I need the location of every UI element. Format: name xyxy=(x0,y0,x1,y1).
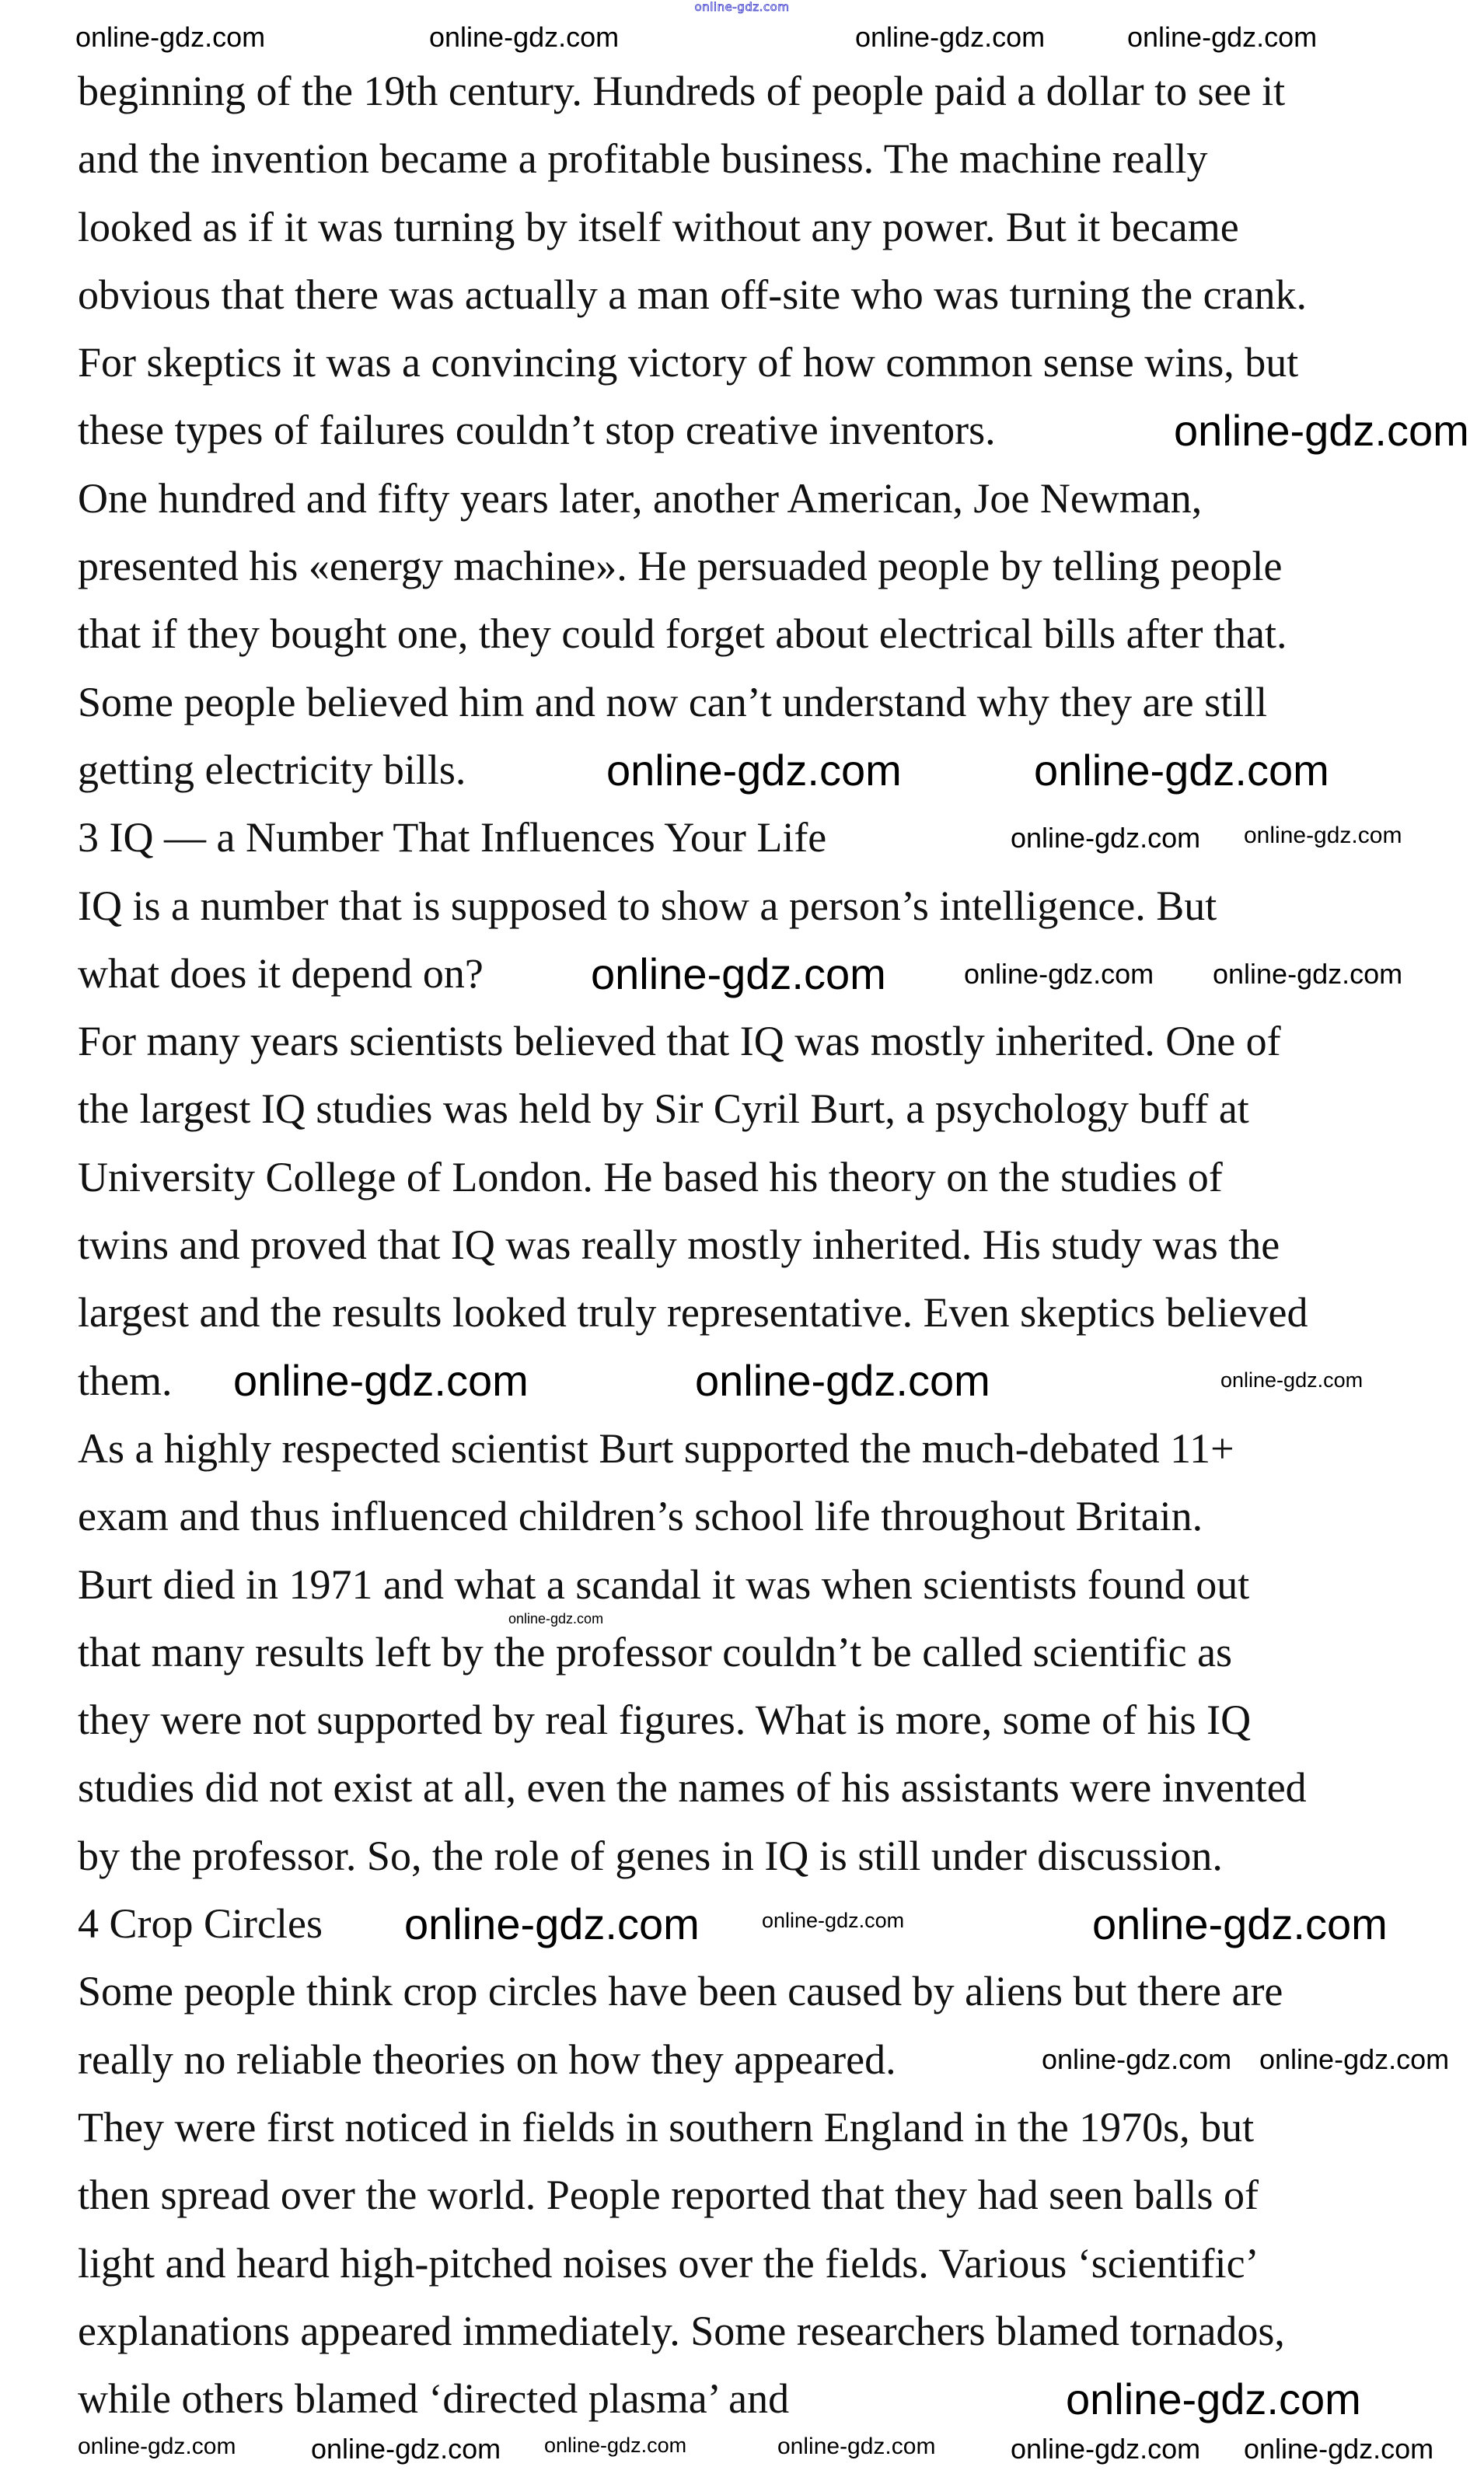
text-line: twins and proved that IQ was really mostly inherited. His study was the xyxy=(78,1221,1280,1269)
watermark: online-gdz.com xyxy=(591,949,886,998)
text-line: the largest IQ studies was held by Sir Cyril Burt, a psychology buff at xyxy=(78,1085,1249,1133)
watermark: online-gdz.com xyxy=(1042,2043,1232,2075)
watermark: online-gdz.com xyxy=(1092,1899,1388,1948)
text-line: Some people believed him and now can’t understand why they are still xyxy=(78,678,1268,725)
text-line: IQ is a number that is supposed to show a person’s intelligence. But xyxy=(78,882,1217,929)
text-line: light and heard high-pitched noises over the fields. Various ‘scientific’ xyxy=(78,2239,1259,2287)
text-line: 4 Crop Circles xyxy=(78,1900,323,1948)
watermark: online-gdz.com xyxy=(1213,958,1403,990)
watermark: online-gdz.com xyxy=(777,2434,936,2459)
text-line: Burt died in 1971 and what a scandal it was when scientists found out xyxy=(78,1560,1250,1608)
text-line: They were first noticed in fields in southern England in the 1970s, but xyxy=(78,2103,1255,2151)
text-line: looked as if it was turning by itself without any power. But it became xyxy=(78,203,1239,250)
watermark: online-gdz.com xyxy=(404,1899,700,1948)
text-line: then spread over the world. People reported that they had seen balls of xyxy=(78,2172,1259,2219)
text-line: that if they bought one, they could forget about electrical bills after that. xyxy=(78,610,1287,658)
watermark: online-gdz.com xyxy=(1244,823,1402,848)
watermark: online-gdz.com xyxy=(855,21,1046,53)
text-line: they were not supported by real figures. What is more, some of his IQ xyxy=(78,1697,1252,1744)
watermark: online-gdz.com xyxy=(606,746,902,795)
watermark: online-gdz.com xyxy=(311,2433,501,2465)
text-line: 3 IQ — a Number That Influences Your Life xyxy=(78,814,827,861)
text-line: presented his «energy machine». He persuaded people by telling people xyxy=(78,543,1283,590)
document-text xyxy=(78,58,1308,2433)
text-line: by the professor. So, the role of genes in IQ is still under discussion. xyxy=(78,1832,1223,1879)
watermark: online-gdz.com xyxy=(1220,1368,1364,1392)
text-line: University College of London. He based his theory on the studies of xyxy=(78,1153,1223,1200)
text-line: what does it depend on? xyxy=(78,949,484,997)
text-line: For many years scientists believed that IQ was mostly inherited. One of xyxy=(78,1018,1281,1065)
watermark: online-gdz.com xyxy=(1127,21,1318,53)
text-line: really no reliable theories on how they appeared. xyxy=(78,2035,896,2083)
text-line: these types of failures couldn’t stop creative inventors. xyxy=(78,407,996,454)
text-line: For skeptics it was a convincing victory of how common sense wins, but xyxy=(78,339,1299,386)
watermark: online-gdz.com xyxy=(429,21,620,53)
watermark: online-gdz.com xyxy=(78,2434,236,2459)
header-watermark: online-gdz.com xyxy=(694,0,790,14)
watermark: online-gdz.com xyxy=(1034,746,1329,795)
text-line: exam and thus influenced children’s school life throughout Britain. xyxy=(78,1493,1203,1540)
watermark: online-gdz.com xyxy=(1011,822,1201,854)
text-line: them. xyxy=(78,1357,173,1404)
watermark: online-gdz.com xyxy=(964,958,1154,990)
text-line: One hundred and fifty years later, another American, Joe Newman, xyxy=(78,474,1203,522)
watermark: online-gdz.com xyxy=(508,1611,604,1627)
watermark: online-gdz.com xyxy=(1174,406,1469,455)
watermark: online-gdz.com xyxy=(1011,2433,1201,2465)
text-line: explanations appeared immediately. Some researchers blamed tornados, xyxy=(78,2307,1285,2354)
watermark: online-gdz.com xyxy=(1259,2043,1450,2075)
text-line: Some people think crop circles have been caused by aliens but there are xyxy=(78,1968,1283,2015)
text-line: obvious that there was actually a man off-site who was turning the crank. xyxy=(78,271,1308,318)
text-line: that many results left by the professor couldn’t be called scientific as xyxy=(78,1628,1233,1676)
watermark: online-gdz.com xyxy=(762,1909,905,1932)
text-line: and the invention became a profitable business. The machine really xyxy=(78,135,1208,183)
watermark: online-gdz.com xyxy=(75,21,266,53)
text-line: largest and the results looked truly representative. Even skeptics believed xyxy=(78,1289,1308,1337)
text-line: beginning of the 19th century. Hundreds of people paid a dollar to see it xyxy=(78,68,1286,114)
watermark: online-gdz.com xyxy=(695,1356,990,1405)
watermark: online-gdz.com xyxy=(1244,2433,1434,2465)
watermark: online-gdz.com xyxy=(544,2434,687,2457)
text-line: while others blamed ‘directed plasma’ and xyxy=(78,2375,790,2423)
text-line: getting electricity bills. xyxy=(78,746,466,793)
watermark: online-gdz.com xyxy=(233,1356,529,1405)
text-line: studies did not exist at all, even the names of his assistants were invented xyxy=(78,1764,1307,1812)
watermark: online-gdz.com xyxy=(1066,2374,1361,2423)
text-line: As a highly respected scientist Burt supported the much-debated 11+ xyxy=(78,1424,1234,1472)
